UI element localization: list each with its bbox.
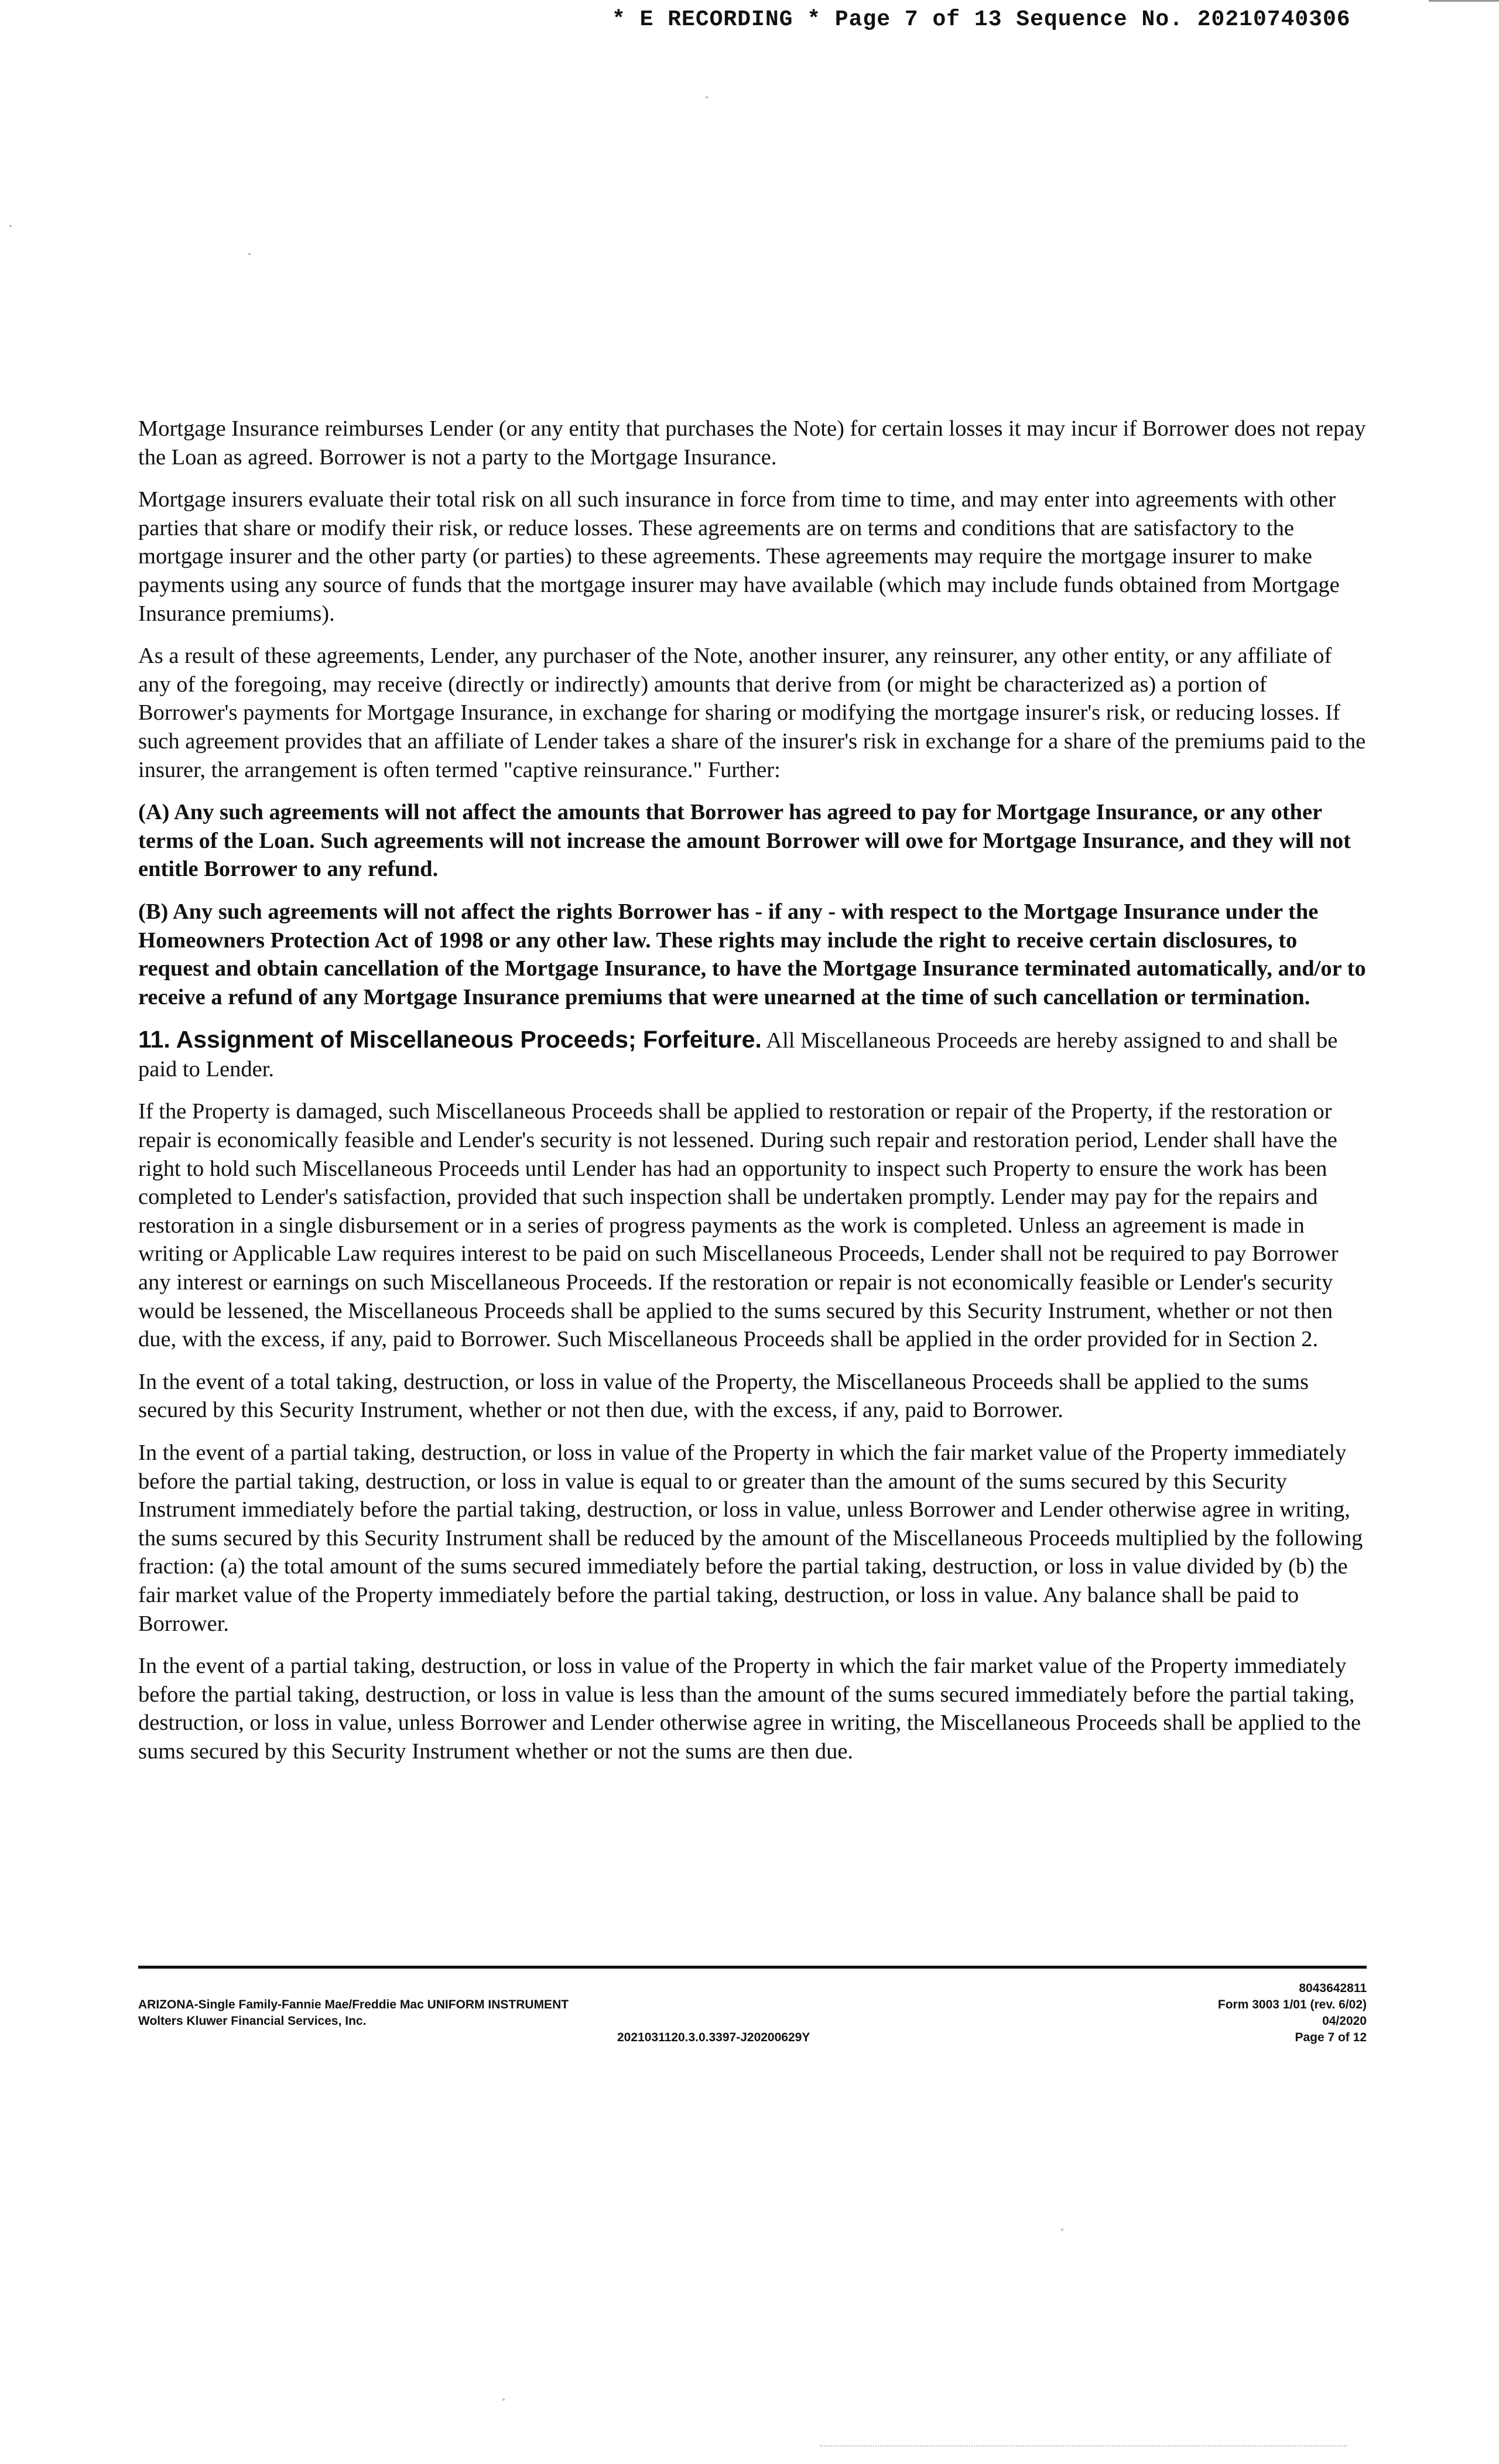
paragraph-mortgage-insurance-reimburses: Mortgage Insurance reimburses Lender (or any entity that purchases the Note) for certain losses it may incur if Borrower does not repay the Loan as agreed. Borrower is not a party to the Mortgage Insurance. <box>138 416 1366 470</box>
scan-speck <box>1061 2229 1063 2231</box>
paragraph-mortgage-insurers-evaluate: Mortgage insurers evaluate their total risk on all such insurance in force from time to time, and may enter into agreements with other parties that share or modify their risk, or reduce losses. These agreements are on terms and conditions that are satisfactory to the mortgage insurer and the other party (or parties) to these agreements. These agreements may require the mortgage insurer to make payments using any source of funds that the mortgage insurer may have available (which may include funds obtained from Mortgage Insurance premiums). <box>138 487 1340 626</box>
scan-speck <box>502 2398 505 2401</box>
paragraph-partial-taking-equal-or-greater: In the event of a partial taking, destruction, or loss in value of the Property in which the fair market value of the Property immediately before the partial taking, destruction, or loss in value is equal to or greater than the amount of the sums secured by this Security Instrument immediately before the partial taking, destruction, or loss in value, unless Borrower and Lender otherwise agree in writing, the sums secured by this Security Instrument shall be reduced by the amount of the Miscellaneous Proceeds multiplied by the following fraction: (a) the total amount of the sums secured immediately before the partial taking, destruction, or loss in value divided by (b) the fair market value of the Property immediately before the partial taking, destruction, or loss in value. Any balance shall be paid to Borrower. <box>138 1440 1363 1636</box>
scan-bottom-dots <box>820 2445 1347 2448</box>
footer-divider <box>138 1966 1367 1969</box>
section-11-text: All Miscellaneous Proceeds are hereby assigned to and shall be paid to Lender. <box>138 1028 1338 1082</box>
corner-scan-line <box>1429 0 1499 2</box>
footer-form-title: ARIZONA-Single Family-Fannie Mae/Freddie Mac UNIFORM INSTRUMENT <box>138 1998 569 2011</box>
paragraph-property-damaged: If the Property is damaged, such Miscellaneous Proceeds shall be applied to restoration or repair of the Property, if the restoration or repair is economically feasible and Lender's security is not lessened. During such repair and restoration period, Lender shall have the right to hold such Miscellaneous Proceeds until Lender has had an opportunity to inspect such Property to ensure the work has been completed to Lender's satisfaction, provided that such inspection shall be undertaken promptly. Lender may pay for the repairs and restoration in a single disbursement or in a series of progress payments as the work is completed. Unless an agreement is made in writing or Applicable Law requires interest to be paid on such Miscellaneous Proceeds, Lender shall not be required to pay Borrower any interest or earnings on such Miscellaneous Proceeds. If the restoration or repair is not economically feasible or Lender's security would be lessened, the Miscellaneous Proceeds shall be applied to the sums secured by this Security Instrument, whether or not then due, with the excess, if any, paid to Borrower. Such Miscellaneous Proceeds shall be applied in the order provided for in Section 2. <box>138 1099 1339 1352</box>
footer-loan-number: 8043642811 <box>1299 1982 1367 1995</box>
footer-left-block <box>138 1997 569 2030</box>
section-11-paragraph <box>138 1025 1367 1083</box>
paragraph-clause-b: (B) Any such agreements will not affect the rights Borrower has - if any - with respect to the Mortgage Insurance under the Homeowners Protection Act of 1998 or any other law. These rights may include the right to receive certain disclosures, to request and obtain cancellation of the Mortgage Insurance, to have the Mortgage Insurance terminated automatically, and/or to receive a refund of any Mortgage Insurance premiums that were unearned at the time of such cancellation or termination. <box>138 899 1366 1009</box>
footer-right-block <box>1218 1980 1367 2046</box>
footer-form-number: Form 3003 1/01 (rev. 6/02) <box>1217 1998 1367 2011</box>
document-body <box>138 415 1367 1780</box>
scan-speck <box>706 96 708 98</box>
footer-page-label: Page 7 of 12 <box>1295 2031 1367 2044</box>
footer-doc-code: 2021031120.3.0.3397-J20200629Y <box>617 2031 810 2044</box>
paragraph-total-taking: In the event of a total taking, destruction, or loss in value of the Property, the Miscellaneous Proceeds shall be applied to the sums secured by this Security Instrument, whether or not then due, with the excess, if any, paid to Borrower. <box>138 1369 1309 1423</box>
footer-publisher: Wolters Kluwer Financial Services, Inc. <box>138 2014 367 2028</box>
footer-form-date: 04/2020 <box>1322 2014 1367 2028</box>
paragraph-partial-taking-less: In the event of a partial taking, destruction, or loss in value of the Property in which the fair market value of the Property immediately before the partial taking, destruction, or loss in value is less than the amount of the sums secured immediately before the partial taking, destruction, or loss in value, unless Borrower and Lender otherwise agree in writing, the Miscellaneous Proceeds shall be applied to the sums secured by this Security Instrument whether or not the sums are then due. <box>138 1654 1361 1764</box>
paragraph-clause-a: (A) Any such agreements will not affect the amounts that Borrower has agreed to pay for Mortgage Insurance, or any other terms of the Loan. Such agreements will not increase the amount Borrower will owe for Mortgage Insurance, and they will not entitle Borrower to any refund. <box>138 800 1351 882</box>
recording-stamp: * E RECORDING * Page 7 of 13 Sequence No. 20210740306 <box>612 7 1351 32</box>
scan-speck <box>9 225 12 227</box>
section-11-heading: 11. Assignment of Miscellaneous Proceeds; Forfeiture. <box>138 1026 762 1053</box>
scan-speck <box>248 253 251 255</box>
paragraph-result-of-agreements: As a result of these agreements, Lender, any purchaser of the Note, another insurer, any reinsurer, any other entity, or any affiliate of any of the foregoing, may receive (directly or indirectly) amounts that derive from (or might be characterized as) a portion of Borrower's payments for Mortgage Insurance, in exchange for sharing or modifying the mortgage insurer's risk, or reducing losses. If such agreement provides that an affiliate of Lender takes a share of the insurer's risk in exchange for a share of the premiums paid to the insurer, the arrangement is often termed "captive reinsurance." Further: <box>138 644 1366 782</box>
